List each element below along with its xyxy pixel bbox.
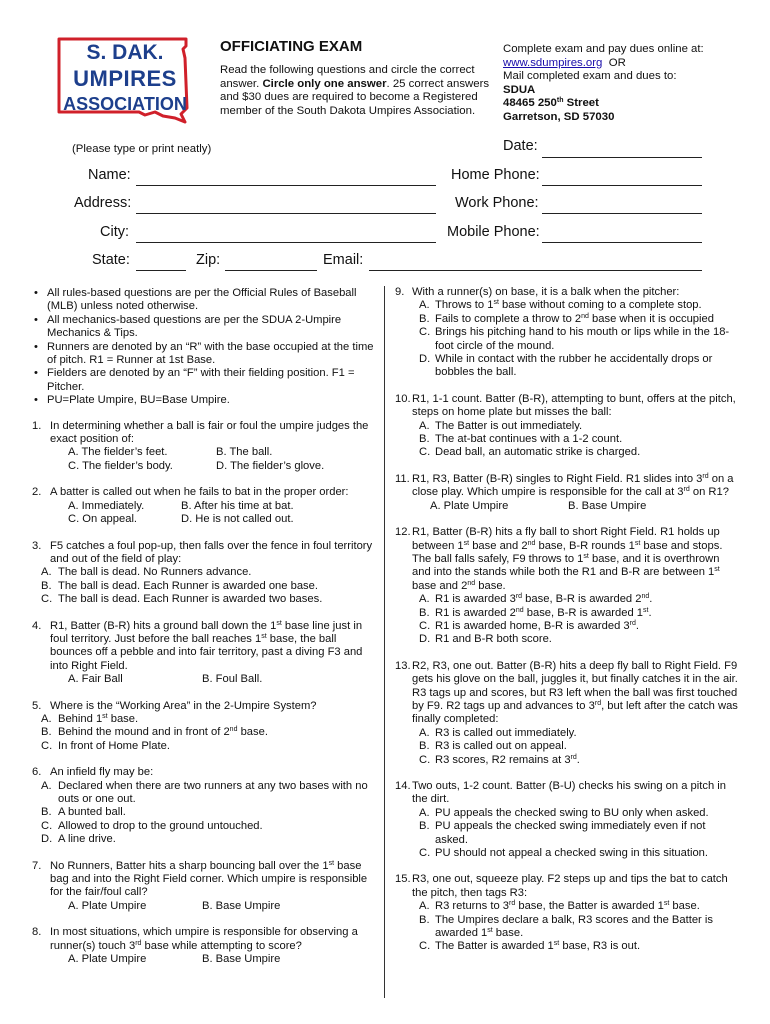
name-field[interactable] <box>136 185 436 186</box>
option-letter: A. <box>419 299 430 312</box>
left-column <box>32 287 376 966</box>
question-text: In determining whether a ball is fair or foul the umpire judges the exact position of: <box>50 419 369 446</box>
option-text: A bunted ball. <box>58 806 126 819</box>
answer-b[interactable]: B. R1 is awarded 2nd base, B-R is awarded 1st. <box>419 606 652 619</box>
contact-city: Garretson, SD 57030 <box>503 110 615 123</box>
option-text: The at-bat continues with a 1-2 count. <box>435 433 623 446</box>
answer-a[interactable]: A. Throws to 1st base without coming to a complete stop. <box>419 299 702 312</box>
logo-line-2: UMPIRES <box>73 66 177 91</box>
question-text: In most situations, which umpire is responsible for observing a runner(s) touch 3rd base while attempting to score? <box>50 926 358 952</box>
option-letter: C. <box>419 619 431 632</box>
answer-c[interactable]: C. R3 scores, R2 remains at 3rd. <box>419 753 580 766</box>
city-field[interactable] <box>136 242 436 243</box>
zip-label: Zip: <box>196 252 221 268</box>
rule-item: • All rules-based questions are per the Official Rules of Baseball (MLB) unless noted otherwise. <box>32 287 376 314</box>
question-text: R1, Batter (B-R) hits a ground ball down the 1st base line just in foul territory. Just before the ball reaches 1st base, the ball bounces off a pebble and into fair territory, past a diving F3 and into Right Field. <box>50 619 363 672</box>
option-text: PU should not appeal a checked swing in this situation. <box>435 847 709 860</box>
question-number: 1. <box>32 419 42 432</box>
option-letter: B. <box>41 726 52 739</box>
option-text: R3 is called out immediately. <box>435 726 577 739</box>
contact-line-3: Mail completed exam and dues to: <box>503 70 677 83</box>
contact-line-2 <box>503 57 733 71</box>
answer-c[interactable]: C. The Batter is awarded 1st base, R3 is out. <box>419 940 641 953</box>
question-text: R1, 1-1 count. Batter (B-R), attempting to bunt, offers at the pitch, steps on home plate but misses the ball: <box>412 392 736 419</box>
option-text: The ball is dead. Each Runner is awarded two bases. <box>58 593 323 606</box>
option-letter: A. <box>419 419 430 432</box>
option-letter: D. <box>419 353 431 366</box>
question-15 <box>395 873 741 953</box>
answer-a[interactable]: A. Immediately. <box>68 499 145 512</box>
state-field[interactable] <box>136 270 186 271</box>
zip-field[interactable] <box>225 270 317 271</box>
answer-a[interactable]: A. Plate Umpire <box>68 899 147 912</box>
option-letter: C. <box>41 819 53 832</box>
option-text: R1 and B-R both score. <box>435 633 552 646</box>
contact-org: SDUA <box>503 83 536 96</box>
contact-block <box>503 43 733 125</box>
answer-a[interactable]: A. R3 returns to 3rd base, the Batter is awarded 1st base. <box>419 900 700 913</box>
question-text: With a runner(s) on base, it is a balk when the pitcher: <box>412 286 680 298</box>
answer-b[interactable]: B. The Umpires declare a balk, R3 scores and the Batter is awarded 1st base. <box>419 913 713 940</box>
answer-c[interactable] <box>32 820 376 833</box>
question-number: 7. <box>32 859 42 872</box>
option-letter: D. <box>419 633 431 646</box>
question-text: An infield fly may be: <box>50 766 154 779</box>
email-field[interactable] <box>369 270 702 271</box>
option-letter: A. <box>419 726 430 739</box>
option-letter: B. <box>419 433 430 446</box>
print-neatly-note: (Please type or print neatly) <box>72 143 212 155</box>
answer-d[interactable] <box>410 633 741 646</box>
answer-b[interactable]: B. Fails to complete a throw to 2nd base when it is occupied <box>419 312 714 325</box>
option-letter: D. <box>41 833 53 846</box>
answer-d[interactable] <box>32 833 376 846</box>
city-label: City: <box>100 224 129 240</box>
answer-b[interactable] <box>32 580 376 593</box>
question-text: F5 catches a foul pop-up, then falls over the fence in foul territory and out of the field of play: <box>50 539 373 565</box>
option-letter: A. <box>419 593 430 606</box>
answer-b[interactable]: B. Base Umpire <box>568 499 647 512</box>
answer-b[interactable]: B. Foul Ball. <box>202 673 263 686</box>
address-field[interactable] <box>136 213 436 214</box>
option-text: The Batter is out immediately. <box>435 419 583 432</box>
question-5 <box>32 700 376 754</box>
work-phone-field[interactable] <box>542 213 702 214</box>
answer-c[interactable]: C. On appeal. <box>68 513 138 526</box>
option-letter: B. <box>419 740 430 753</box>
answer-c[interactable] <box>410 847 741 860</box>
question-text: R2, R3, one out. Batter (B-R) hits a deep fly ball to Right Field. F9 gets his glove on the ball, juggles it, but finally catches it in the air. R3 tags up and scores, but R3 left when the ball was first touched by F9. R2 tags up and advances to 3rd, but left after the catch was finally completed: <box>412 659 738 726</box>
option-letter: C. <box>419 326 431 339</box>
intro-text-c: . 25 correct answers and $30 dues are required to become a Registered member of the South Dakota Umpires Association. <box>220 77 490 117</box>
street-number: 48465 250 <box>503 97 557 110</box>
mobile-phone-label: Mobile Phone: <box>447 224 540 240</box>
option-text: Allowed to drop to the ground untouched. <box>58 819 263 832</box>
option-letter: A. <box>41 779 52 792</box>
answer-a[interactable] <box>32 566 376 579</box>
question-10 <box>395 393 741 460</box>
option-text: PU appeals the checked swing immediately even if not asked. <box>435 820 706 846</box>
answer-c[interactable] <box>32 740 376 753</box>
option-letter: C. <box>419 446 431 459</box>
intro-text-bold: Circle only one answer <box>262 77 387 90</box>
answer-b[interactable]: B. Base Umpire <box>202 899 281 912</box>
answer-a[interactable]: A. The fielder’s feet. <box>68 446 168 459</box>
exam-title: OFFICIATING EXAM <box>220 38 363 55</box>
question-number: 12. <box>395 526 411 539</box>
rule-item: • All mechanics-based questions are per the SDUA 2-Umpire Mechanics & Tips. <box>32 314 376 341</box>
exam-instructions <box>220 64 490 118</box>
option-letter: C. <box>41 739 53 752</box>
option-text: A line drive. <box>58 833 116 846</box>
option-letter: C. <box>419 753 431 766</box>
answer-a[interactable]: A. Behind 1st base. <box>41 712 139 725</box>
rule-item: • Fielders are denoted by an “F” with their fielding position. F1 = Pitcher. <box>32 367 376 394</box>
option-text: R3 is called out on appeal. <box>435 740 567 753</box>
logo-line-3: ASSOCIATION <box>63 94 187 114</box>
answer-c[interactable] <box>410 326 741 353</box>
option-text: Brings his pitching hand to his mouth or lips while in the 18-foot circle of the mound. <box>435 326 730 352</box>
answer-a[interactable]: A. Plate Umpire <box>68 953 147 966</box>
option-letter: B. <box>419 820 430 833</box>
question-9 <box>395 286 741 380</box>
email-label: Email: <box>323 252 364 268</box>
question-text: R1, R3, Batter (B-R) singles to Right Field. R1 slides into 3rd on a close play. Which umpire is responsible for the call at 3rd on R1? <box>412 472 734 499</box>
option-text: While in contact with the rubber he accidentally drops or bobbles the ball. <box>435 353 713 379</box>
answer-b[interactable]: B. Base Umpire <box>202 953 281 966</box>
answer-b[interactable] <box>410 820 741 847</box>
question-12 <box>395 526 741 647</box>
option-letter: A. <box>419 806 430 819</box>
address-label: Address: <box>74 195 132 211</box>
date-field[interactable] <box>542 157 702 158</box>
question-text: Two outs, 1-2 count. Batter (B-U) checks his swing on a pitch in the dirt. <box>412 780 727 806</box>
question-number: 14. <box>395 780 411 792</box>
answer-c[interactable]: C. The fielder’s body. <box>68 459 173 472</box>
rule-item: • PU=Plate Umpire, BU=Base Umpire. <box>32 394 376 407</box>
answer-a[interactable] <box>32 780 376 807</box>
answer-b[interactable]: B. After his time at bat. <box>181 499 294 512</box>
question-number: 5. <box>32 699 42 712</box>
work-phone-label: Work Phone: <box>455 195 539 211</box>
question-number: 8. <box>32 926 42 939</box>
answer-b[interactable] <box>32 806 376 819</box>
option-letter: C. <box>419 940 431 953</box>
street-name: Street <box>563 97 599 110</box>
question-1 <box>32 420 376 474</box>
answer-a[interactable]: A. R1 is awarded 3rd base, B-R is awarded 2nd. <box>419 593 653 606</box>
question-14 <box>395 780 741 860</box>
question-text: A batter is called out when he fails to bat in the proper order: <box>50 486 349 499</box>
column-divider <box>384 286 385 998</box>
question-number: 9. <box>395 286 405 298</box>
answer-a[interactable] <box>410 807 741 820</box>
answer-a[interactable]: A. Fair Ball <box>68 673 123 686</box>
question-3 <box>32 540 376 607</box>
answer-c[interactable] <box>410 446 741 459</box>
question-text: R1, Batter (B-R) hits a fly ball to short Right Field. R1 holds up between 1st base and 2nd base, B-R rounds 1st base and stops. The ball falls safely, F9 throws to 1st base, and it is overthrown and into the stands while both the R1 and B-R are between 1st base and 2nd base. <box>412 526 723 592</box>
question-11 <box>395 473 741 513</box>
answer-a[interactable]: A. Plate Umpire <box>430 499 509 512</box>
option-letter: B. <box>419 312 430 325</box>
answer-d[interactable]: D. The fielder’s glove. <box>216 459 325 472</box>
question-number: 13. <box>395 659 411 672</box>
website-link[interactable]: www.sdumpires.org <box>503 56 603 69</box>
option-letter: B. <box>41 579 52 592</box>
logo-line-1: S. DAK. <box>86 41 164 64</box>
name-label: Name: <box>88 167 131 183</box>
question-text: No Runners, Batter hits a sharp bouncing ball over the 1st base bag and into the Right Field corner. Which umpire is responsible for the fair/foul call? <box>50 859 368 899</box>
question-6 <box>32 766 376 846</box>
question-8 <box>32 926 376 966</box>
question-2 <box>32 486 376 526</box>
option-text: The ball is dead. Each Runner is awarded one base. <box>58 579 318 592</box>
question-13 <box>395 660 741 767</box>
option-letter: B. <box>419 913 430 926</box>
question-number: 4. <box>32 619 42 632</box>
option-letter: A. <box>419 900 430 913</box>
answer-b[interactable]: B. Behind the mound and in front of 2nd base. <box>41 726 268 739</box>
answer-a[interactable] <box>410 727 741 740</box>
question-number: 15. <box>395 873 411 886</box>
option-text: PU appeals the checked swing to BU only when asked. <box>435 806 709 819</box>
street-suffix: th <box>556 97 564 105</box>
date-label: Date: <box>503 138 538 154</box>
option-letter: B. <box>419 606 430 619</box>
association-logo <box>55 36 195 124</box>
contact-or: OR <box>608 56 626 69</box>
home-phone-label: Home Phone: <box>451 167 540 183</box>
answer-b[interactable] <box>410 740 741 753</box>
contact-street <box>503 97 733 111</box>
right-column <box>395 286 741 954</box>
rule-item: • Runners are denoted by an “R” with the base occupied at the time of pitch. R1 = Runner at 1st Base. <box>32 341 376 368</box>
question-number: 6. <box>32 766 42 779</box>
question-number: 2. <box>32 486 42 499</box>
contact-line-1: Complete exam and pay dues online at: <box>503 43 704 55</box>
option-text: In front of Home Plate. <box>58 739 170 752</box>
question-7 <box>32 860 376 914</box>
option-letter: C. <box>419 847 431 860</box>
mobile-phone-field[interactable] <box>542 242 702 243</box>
question-number: 10. <box>395 392 411 405</box>
option-letter: B. <box>41 806 52 819</box>
state-label: State: <box>92 252 130 268</box>
answer-b[interactable] <box>410 433 741 446</box>
answer-c[interactable]: C. R1 is awarded home, B-R is awarded 3rd. <box>419 619 639 632</box>
option-letter: C. <box>41 593 53 606</box>
option-letter: A. <box>41 712 52 725</box>
option-text: Dead ball, an automatic strike is charged. <box>435 446 641 459</box>
question-text: Where is the “Working Area” in the 2-Umpire System? <box>50 699 317 712</box>
answer-b[interactable]: B. The ball. <box>216 446 273 459</box>
option-text: Declared when there are two runners at any two bases with no outs or one out. <box>58 779 368 805</box>
answer-d[interactable] <box>410 353 741 380</box>
question-number: 3. <box>32 539 42 552</box>
option-text: The ball is dead. No Runners advance. <box>58 566 252 579</box>
rules-list <box>32 287 376 408</box>
home-phone-field[interactable] <box>542 185 702 186</box>
answer-a[interactable] <box>410 420 741 433</box>
answer-d[interactable]: D. He is not called out. <box>181 513 294 526</box>
intro-text-a: Read the following questions and circle the correct answer. <box>220 64 475 90</box>
option-letter: A. <box>41 566 52 579</box>
answer-c[interactable] <box>32 593 376 606</box>
question-number: 11. <box>395 472 410 485</box>
question-4 <box>32 620 376 687</box>
question-text: R3, one out, squeeze play. F2 steps up and tips the bat to catch the pitch, then tags R3: <box>412 873 728 899</box>
